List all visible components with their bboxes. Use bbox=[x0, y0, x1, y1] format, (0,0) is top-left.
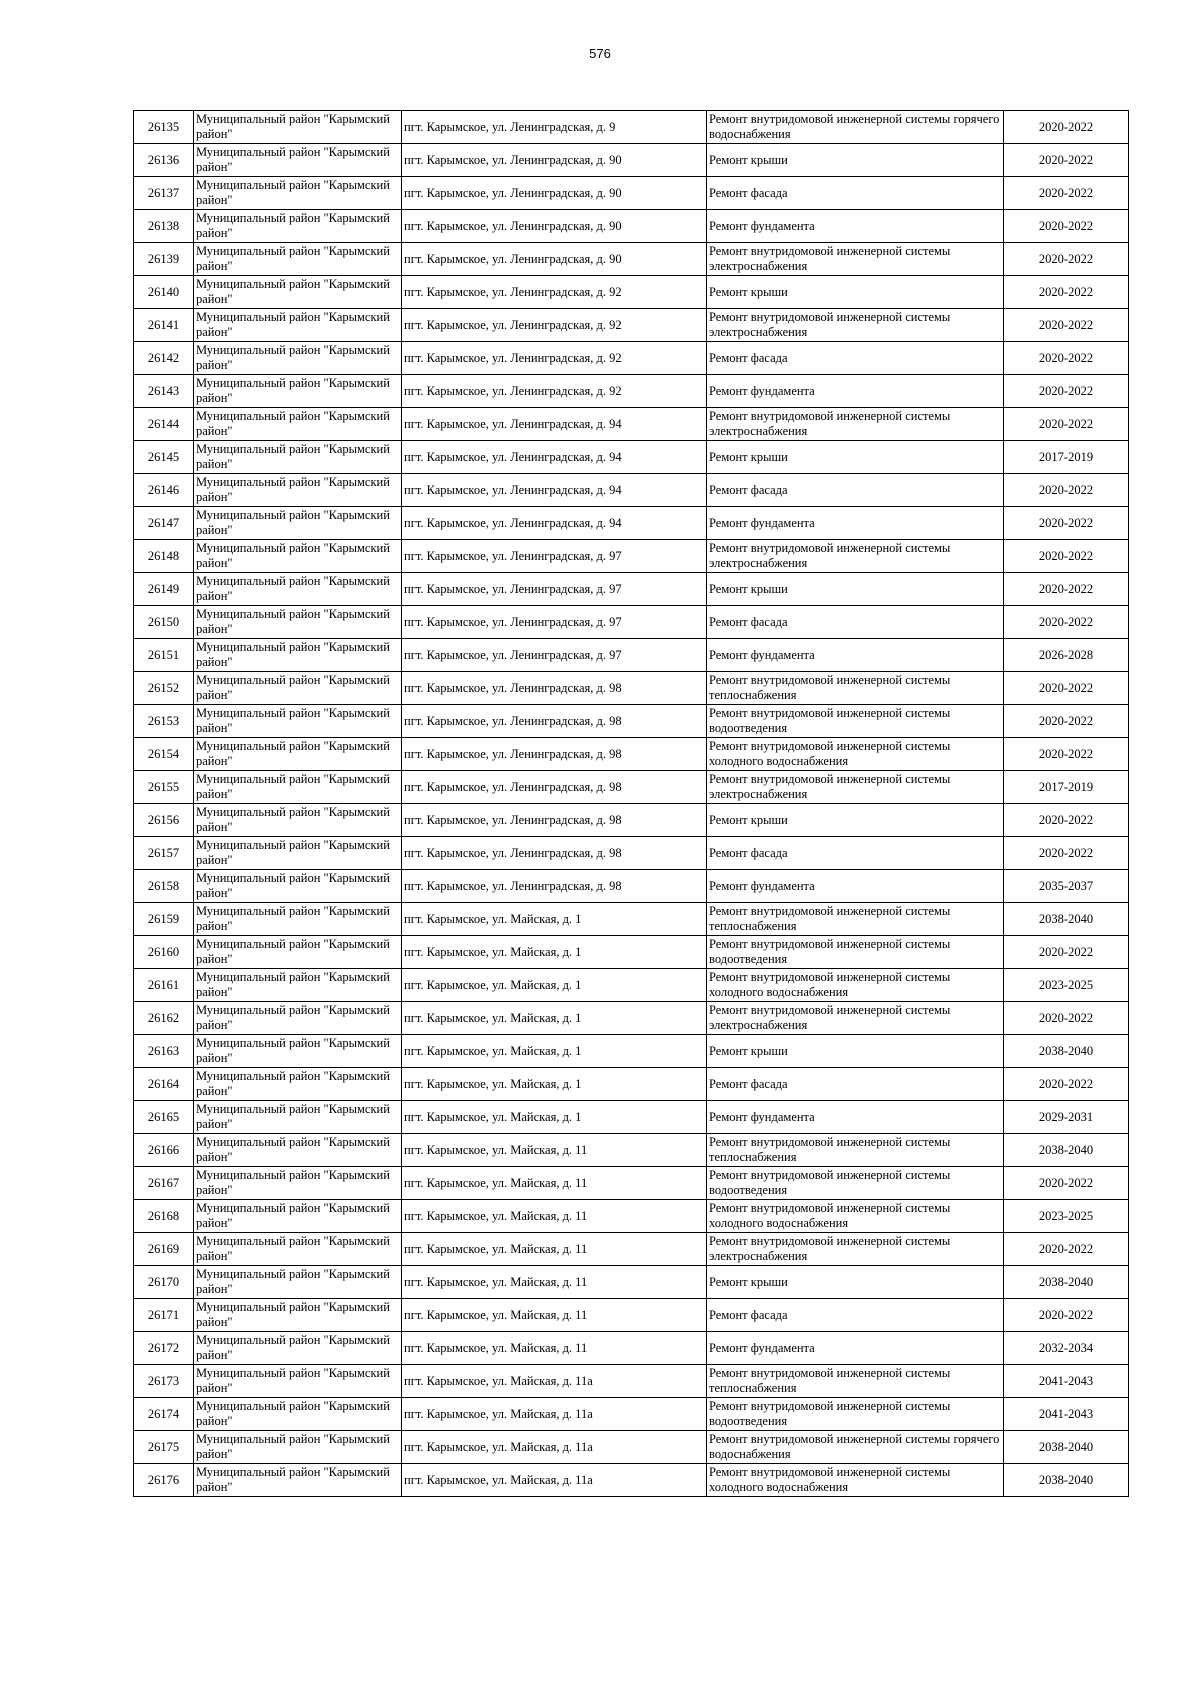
work-type-cell: Ремонт внутридомовой инженерной системы теплоснабжения bbox=[707, 1134, 1004, 1167]
row-number-cell: 26151 bbox=[134, 639, 194, 672]
address-cell: пгт. Карымское, ул. Ленинградская, д. 92 bbox=[402, 309, 707, 342]
period-cell: 2020-2022 bbox=[1004, 1002, 1129, 1035]
period-cell: 2020-2022 bbox=[1004, 507, 1129, 540]
municipality-cell: Муниципальный район "Карымский район" bbox=[194, 705, 402, 738]
period-cell: 2020-2022 bbox=[1004, 804, 1129, 837]
period-cell: 2020-2022 bbox=[1004, 837, 1129, 870]
municipality-cell: Муниципальный район "Карымский район" bbox=[194, 771, 402, 804]
row-number-cell: 26153 bbox=[134, 705, 194, 738]
work-type-cell: Ремонт фасада bbox=[707, 1068, 1004, 1101]
address-cell: пгт. Карымское, ул. Ленинградская, д. 9 bbox=[402, 111, 707, 144]
work-type-cell: Ремонт внутридомовой инженерной системы теплоснабжения bbox=[707, 903, 1004, 936]
period-cell: 2020-2022 bbox=[1004, 177, 1129, 210]
work-type-cell: Ремонт фундамента bbox=[707, 210, 1004, 243]
period-cell: 2020-2022 bbox=[1004, 672, 1129, 705]
address-cell: пгт. Карымское, ул. Майская, д. 11 bbox=[402, 1233, 707, 1266]
table-row bbox=[134, 804, 1129, 837]
table-row bbox=[134, 639, 1129, 672]
work-type-cell: Ремонт фасада bbox=[707, 177, 1004, 210]
row-number-cell: 26161 bbox=[134, 969, 194, 1002]
row-number-cell: 26146 bbox=[134, 474, 194, 507]
period-cell: 2020-2022 bbox=[1004, 738, 1129, 771]
period-cell: 2023-2025 bbox=[1004, 969, 1129, 1002]
work-type-cell: Ремонт фундамента bbox=[707, 1101, 1004, 1134]
row-number-cell: 26164 bbox=[134, 1068, 194, 1101]
address-cell: пгт. Карымское, ул. Майская, д. 11 bbox=[402, 1332, 707, 1365]
municipality-cell: Муниципальный район "Карымский район" bbox=[194, 276, 402, 309]
row-number-cell: 26157 bbox=[134, 837, 194, 870]
row-number-cell: 26141 bbox=[134, 309, 194, 342]
table-row bbox=[134, 375, 1129, 408]
table-row bbox=[134, 1431, 1129, 1464]
table-row bbox=[134, 1068, 1129, 1101]
row-number-cell: 26143 bbox=[134, 375, 194, 408]
address-cell: пгт. Карымское, ул. Майская, д. 1 bbox=[402, 936, 707, 969]
municipality-cell: Муниципальный район "Карымский район" bbox=[194, 1002, 402, 1035]
address-cell: пгт. Карымское, ул. Майская, д. 11 bbox=[402, 1200, 707, 1233]
work-type-cell: Ремонт внутридомовой инженерной системы электроснабжения bbox=[707, 408, 1004, 441]
table-row bbox=[134, 870, 1129, 903]
municipality-cell: Муниципальный район "Карымский район" bbox=[194, 1431, 402, 1464]
table-row bbox=[134, 342, 1129, 375]
address-cell: пгт. Карымское, ул. Ленинградская, д. 90 bbox=[402, 243, 707, 276]
period-cell: 2035-2037 bbox=[1004, 870, 1129, 903]
period-cell: 2020-2022 bbox=[1004, 1068, 1129, 1101]
address-cell: пгт. Карымское, ул. Майская, д. 11а bbox=[402, 1365, 707, 1398]
work-type-cell: Ремонт внутридомовой инженерной системы водоотведения bbox=[707, 1398, 1004, 1431]
municipality-cell: Муниципальный район "Карымский район" bbox=[194, 144, 402, 177]
municipality-cell: Муниципальный район "Карымский район" bbox=[194, 210, 402, 243]
municipality-cell: Муниципальный район "Карымский район" bbox=[194, 738, 402, 771]
address-cell: пгт. Карымское, ул. Ленинградская, д. 97 bbox=[402, 540, 707, 573]
table-row bbox=[134, 1464, 1129, 1497]
work-type-cell: Ремонт внутридомовой инженерной системы электроснабжения bbox=[707, 1002, 1004, 1035]
period-cell: 2020-2022 bbox=[1004, 144, 1129, 177]
work-type-cell: Ремонт крыши bbox=[707, 1035, 1004, 1068]
row-number-cell: 26173 bbox=[134, 1365, 194, 1398]
work-type-cell: Ремонт фундамента bbox=[707, 375, 1004, 408]
municipality-cell: Муниципальный район "Карымский район" bbox=[194, 837, 402, 870]
work-type-cell: Ремонт внутридомовой инженерной системы водоотведения bbox=[707, 705, 1004, 738]
period-cell: 2032-2034 bbox=[1004, 1332, 1129, 1365]
work-type-cell: Ремонт крыши bbox=[707, 573, 1004, 606]
address-cell: пгт. Карымское, ул. Ленинградская, д. 98 bbox=[402, 804, 707, 837]
row-number-cell: 26139 bbox=[134, 243, 194, 276]
row-number-cell: 26149 bbox=[134, 573, 194, 606]
row-number-cell: 26169 bbox=[134, 1233, 194, 1266]
table-row bbox=[134, 507, 1129, 540]
municipality-cell: Муниципальный район "Карымский район" bbox=[194, 111, 402, 144]
table-row bbox=[134, 441, 1129, 474]
work-type-cell: Ремонт внутридомовой инженерной системы электроснабжения bbox=[707, 540, 1004, 573]
table-row bbox=[134, 177, 1129, 210]
row-number-cell: 26160 bbox=[134, 936, 194, 969]
municipality-cell: Муниципальный район "Карымский район" bbox=[194, 1464, 402, 1497]
row-number-cell: 26163 bbox=[134, 1035, 194, 1068]
work-type-cell: Ремонт внутридомовой инженерной системы горячего водоснабжения bbox=[707, 111, 1004, 144]
address-cell: пгт. Карымское, ул. Майская, д. 1 bbox=[402, 1035, 707, 1068]
table-row bbox=[134, 1002, 1129, 1035]
table-row bbox=[134, 111, 1129, 144]
row-number-cell: 26148 bbox=[134, 540, 194, 573]
period-cell: 2029-2031 bbox=[1004, 1101, 1129, 1134]
municipality-cell: Муниципальный район "Карымский район" bbox=[194, 804, 402, 837]
work-type-cell: Ремонт крыши bbox=[707, 1266, 1004, 1299]
address-cell: пгт. Карымское, ул. Ленинградская, д. 98 bbox=[402, 672, 707, 705]
work-type-cell: Ремонт крыши bbox=[707, 276, 1004, 309]
row-number-cell: 26144 bbox=[134, 408, 194, 441]
row-number-cell: 26155 bbox=[134, 771, 194, 804]
repair-schedule-table bbox=[133, 110, 1129, 1497]
municipality-cell: Муниципальный район "Карымский район" bbox=[194, 375, 402, 408]
municipality-cell: Муниципальный район "Карымский район" bbox=[194, 870, 402, 903]
address-cell: пгт. Карымское, ул. Ленинградская, д. 94 bbox=[402, 474, 707, 507]
row-number-cell: 26136 bbox=[134, 144, 194, 177]
period-cell: 2020-2022 bbox=[1004, 111, 1129, 144]
table-row bbox=[134, 969, 1129, 1002]
row-number-cell: 26154 bbox=[134, 738, 194, 771]
municipality-cell: Муниципальный район "Карымский район" bbox=[194, 1101, 402, 1134]
table-row bbox=[134, 1200, 1129, 1233]
address-cell: пгт. Карымское, ул. Майская, д. 11а bbox=[402, 1398, 707, 1431]
period-cell: 2041-2043 bbox=[1004, 1398, 1129, 1431]
municipality-cell: Муниципальный район "Карымский район" bbox=[194, 540, 402, 573]
work-type-cell: Ремонт внутридомовой инженерной системы водоотведения bbox=[707, 936, 1004, 969]
row-number-cell: 26165 bbox=[134, 1101, 194, 1134]
municipality-cell: Муниципальный район "Карымский район" bbox=[194, 936, 402, 969]
address-cell: пгт. Карымское, ул. Ленинградская, д. 98 bbox=[402, 837, 707, 870]
period-cell: 2038-2040 bbox=[1004, 1035, 1129, 1068]
municipality-cell: Муниципальный район "Карымский район" bbox=[194, 243, 402, 276]
period-cell: 2020-2022 bbox=[1004, 210, 1129, 243]
row-number-cell: 26142 bbox=[134, 342, 194, 375]
row-number-cell: 26138 bbox=[134, 210, 194, 243]
period-cell: 2026-2028 bbox=[1004, 639, 1129, 672]
municipality-cell: Муниципальный район "Карымский район" bbox=[194, 1398, 402, 1431]
table-row bbox=[134, 1332, 1129, 1365]
work-type-cell: Ремонт фундамента bbox=[707, 639, 1004, 672]
row-number-cell: 26170 bbox=[134, 1266, 194, 1299]
municipality-cell: Муниципальный район "Карымский район" bbox=[194, 969, 402, 1002]
work-type-cell: Ремонт фундамента bbox=[707, 507, 1004, 540]
work-type-cell: Ремонт внутридомовой инженерной системы электроснабжения bbox=[707, 243, 1004, 276]
period-cell: 2020-2022 bbox=[1004, 474, 1129, 507]
municipality-cell: Муниципальный район "Карымский район" bbox=[194, 474, 402, 507]
period-cell: 2041-2043 bbox=[1004, 1365, 1129, 1398]
period-cell: 2020-2022 bbox=[1004, 705, 1129, 738]
period-cell: 2020-2022 bbox=[1004, 375, 1129, 408]
row-number-cell: 26135 bbox=[134, 111, 194, 144]
row-number-cell: 26150 bbox=[134, 606, 194, 639]
address-cell: пгт. Карымское, ул. Майская, д. 11 bbox=[402, 1134, 707, 1167]
row-number-cell: 26168 bbox=[134, 1200, 194, 1233]
address-cell: пгт. Карымское, ул. Ленинградская, д. 90 bbox=[402, 210, 707, 243]
row-number-cell: 26137 bbox=[134, 177, 194, 210]
address-cell: пгт. Карымское, ул. Майская, д. 1 bbox=[402, 1101, 707, 1134]
table-row bbox=[134, 606, 1129, 639]
period-cell: 2020-2022 bbox=[1004, 309, 1129, 342]
table-row bbox=[134, 408, 1129, 441]
period-cell: 2020-2022 bbox=[1004, 342, 1129, 375]
table-row bbox=[134, 144, 1129, 177]
period-cell: 2020-2022 bbox=[1004, 276, 1129, 309]
row-number-cell: 26162 bbox=[134, 1002, 194, 1035]
table-row bbox=[134, 771, 1129, 804]
period-cell: 2020-2022 bbox=[1004, 606, 1129, 639]
address-cell: пгт. Карымское, ул. Майская, д. 11а bbox=[402, 1464, 707, 1497]
work-type-cell: Ремонт фасада bbox=[707, 837, 1004, 870]
municipality-cell: Муниципальный район "Карымский район" bbox=[194, 1332, 402, 1365]
period-cell: 2038-2040 bbox=[1004, 903, 1129, 936]
municipality-cell: Муниципальный район "Карымский район" bbox=[194, 309, 402, 342]
row-number-cell: 26175 bbox=[134, 1431, 194, 1464]
address-cell: пгт. Карымское, ул. Ленинградская, д. 97 bbox=[402, 639, 707, 672]
period-cell: 2020-2022 bbox=[1004, 1233, 1129, 1266]
table-row bbox=[134, 672, 1129, 705]
page-number: 576 bbox=[589, 46, 611, 61]
work-type-cell: Ремонт внутридомовой инженерной системы горячего водоснабжения bbox=[707, 1431, 1004, 1464]
period-cell: 2020-2022 bbox=[1004, 1167, 1129, 1200]
work-type-cell: Ремонт внутридомовой инженерной системы водоотведения bbox=[707, 1167, 1004, 1200]
period-cell: 2023-2025 bbox=[1004, 1200, 1129, 1233]
table-row bbox=[134, 1101, 1129, 1134]
address-cell: пгт. Карымское, ул. Майская, д. 1 bbox=[402, 903, 707, 936]
table-row bbox=[134, 243, 1129, 276]
table-row bbox=[134, 540, 1129, 573]
municipality-cell: Муниципальный район "Карымский район" bbox=[194, 1266, 402, 1299]
address-cell: пгт. Карымское, ул. Майская, д. 11 bbox=[402, 1167, 707, 1200]
table-row bbox=[134, 1398, 1129, 1431]
row-number-cell: 26140 bbox=[134, 276, 194, 309]
municipality-cell: Муниципальный район "Карымский район" bbox=[194, 1365, 402, 1398]
table-row bbox=[134, 1035, 1129, 1068]
address-cell: пгт. Карымское, ул. Майская, д. 11а bbox=[402, 1431, 707, 1464]
address-cell: пгт. Карымское, ул. Ленинградская, д. 98 bbox=[402, 771, 707, 804]
row-number-cell: 26145 bbox=[134, 441, 194, 474]
table-row bbox=[134, 903, 1129, 936]
row-number-cell: 26176 bbox=[134, 1464, 194, 1497]
row-number-cell: 26174 bbox=[134, 1398, 194, 1431]
row-number-cell: 26159 bbox=[134, 903, 194, 936]
table-row bbox=[134, 1134, 1129, 1167]
address-cell: пгт. Карымское, ул. Ленинградская, д. 98 bbox=[402, 738, 707, 771]
table-row bbox=[134, 1299, 1129, 1332]
table-row bbox=[134, 573, 1129, 606]
address-cell: пгт. Карымское, ул. Ленинградская, д. 92 bbox=[402, 375, 707, 408]
table-row bbox=[134, 705, 1129, 738]
address-cell: пгт. Карымское, ул. Ленинградская, д. 90 bbox=[402, 144, 707, 177]
municipality-cell: Муниципальный район "Карымский район" bbox=[194, 606, 402, 639]
municipality-cell: Муниципальный район "Карымский район" bbox=[194, 1233, 402, 1266]
period-cell: 2020-2022 bbox=[1004, 936, 1129, 969]
municipality-cell: Муниципальный район "Карымский район" bbox=[194, 507, 402, 540]
row-number-cell: 26156 bbox=[134, 804, 194, 837]
period-cell: 2038-2040 bbox=[1004, 1431, 1129, 1464]
work-type-cell: Ремонт фасада bbox=[707, 1299, 1004, 1332]
work-type-cell: Ремонт крыши bbox=[707, 441, 1004, 474]
table-row bbox=[134, 1167, 1129, 1200]
table-body bbox=[134, 111, 1129, 1497]
work-type-cell: Ремонт крыши bbox=[707, 804, 1004, 837]
table-row bbox=[134, 1266, 1129, 1299]
period-cell: 2020-2022 bbox=[1004, 540, 1129, 573]
period-cell: 2020-2022 bbox=[1004, 408, 1129, 441]
municipality-cell: Муниципальный район "Карымский район" bbox=[194, 441, 402, 474]
municipality-cell: Муниципальный район "Карымский район" bbox=[194, 1035, 402, 1068]
address-cell: пгт. Карымское, ул. Майская, д. 11 bbox=[402, 1266, 707, 1299]
municipality-cell: Муниципальный район "Карымский район" bbox=[194, 1200, 402, 1233]
work-type-cell: Ремонт фасада bbox=[707, 474, 1004, 507]
table-row bbox=[134, 837, 1129, 870]
row-number-cell: 26167 bbox=[134, 1167, 194, 1200]
table-row bbox=[134, 738, 1129, 771]
table-row bbox=[134, 1233, 1129, 1266]
address-cell: пгт. Карымское, ул. Ленинградская, д. 98 bbox=[402, 705, 707, 738]
table-row bbox=[134, 474, 1129, 507]
address-cell: пгт. Карымское, ул. Ленинградская, д. 92 bbox=[402, 342, 707, 375]
municipality-cell: Муниципальный район "Карымский район" bbox=[194, 1299, 402, 1332]
municipality-cell: Муниципальный район "Карымский район" bbox=[194, 177, 402, 210]
address-cell: пгт. Карымское, ул. Ленинградская, д. 90 bbox=[402, 177, 707, 210]
work-type-cell: Ремонт внутридомовой инженерной системы теплоснабжения bbox=[707, 1365, 1004, 1398]
address-cell: пгт. Карымское, ул. Майская, д. 11 bbox=[402, 1299, 707, 1332]
address-cell: пгт. Карымское, ул. Ленинградская, д. 94 bbox=[402, 441, 707, 474]
period-cell: 2038-2040 bbox=[1004, 1134, 1129, 1167]
work-type-cell: Ремонт фасада bbox=[707, 342, 1004, 375]
row-number-cell: 26166 bbox=[134, 1134, 194, 1167]
period-cell: 2020-2022 bbox=[1004, 573, 1129, 606]
address-cell: пгт. Карымское, ул. Ленинградская, д. 94 bbox=[402, 507, 707, 540]
municipality-cell: Муниципальный район "Карымский район" bbox=[194, 639, 402, 672]
address-cell: пгт. Карымское, ул. Майская, д. 1 bbox=[402, 1002, 707, 1035]
municipality-cell: Муниципальный район "Карымский район" bbox=[194, 573, 402, 606]
address-cell: пгт. Карымское, ул. Ленинградская, д. 94 bbox=[402, 408, 707, 441]
work-type-cell: Ремонт фундамента bbox=[707, 870, 1004, 903]
address-cell: пгт. Карымское, ул. Ленинградская, д. 92 bbox=[402, 276, 707, 309]
period-cell: 2038-2040 bbox=[1004, 1464, 1129, 1497]
work-type-cell: Ремонт внутридомовой инженерной системы теплоснабжения bbox=[707, 672, 1004, 705]
work-type-cell: Ремонт внутридомовой инженерной системы электроснабжения bbox=[707, 1233, 1004, 1266]
work-type-cell: Ремонт крыши bbox=[707, 144, 1004, 177]
work-type-cell: Ремонт внутридомовой инженерной системы холодного водоснабжения bbox=[707, 1464, 1004, 1497]
row-number-cell: 26171 bbox=[134, 1299, 194, 1332]
work-type-cell: Ремонт внутридомовой инженерной системы холодного водоснабжения bbox=[707, 969, 1004, 1002]
row-number-cell: 26172 bbox=[134, 1332, 194, 1365]
municipality-cell: Муниципальный район "Карымский район" bbox=[194, 1134, 402, 1167]
work-type-cell: Ремонт внутридомовой инженерной системы холодного водоснабжения bbox=[707, 1200, 1004, 1233]
address-cell: пгт. Карымское, ул. Ленинградская, д. 97 bbox=[402, 573, 707, 606]
work-type-cell: Ремонт фасада bbox=[707, 606, 1004, 639]
work-type-cell: Ремонт внутридомовой инженерной системы электроснабжения bbox=[707, 771, 1004, 804]
address-cell: пгт. Карымское, ул. Ленинградская, д. 97 bbox=[402, 606, 707, 639]
row-number-cell: 26152 bbox=[134, 672, 194, 705]
work-type-cell: Ремонт фундамента bbox=[707, 1332, 1004, 1365]
table-row bbox=[134, 309, 1129, 342]
municipality-cell: Муниципальный район "Карымский район" bbox=[194, 1068, 402, 1101]
period-cell: 2038-2040 bbox=[1004, 1266, 1129, 1299]
work-type-cell: Ремонт внутридомовой инженерной системы электроснабжения bbox=[707, 309, 1004, 342]
period-cell: 2017-2019 bbox=[1004, 771, 1129, 804]
period-cell: 2020-2022 bbox=[1004, 1299, 1129, 1332]
municipality-cell: Муниципальный район "Карымский район" bbox=[194, 342, 402, 375]
row-number-cell: 26158 bbox=[134, 870, 194, 903]
municipality-cell: Муниципальный район "Карымский район" bbox=[194, 672, 402, 705]
table-row bbox=[134, 1365, 1129, 1398]
table-row bbox=[134, 936, 1129, 969]
table-row bbox=[134, 210, 1129, 243]
municipality-cell: Муниципальный район "Карымский район" bbox=[194, 903, 402, 936]
address-cell: пгт. Карымское, ул. Ленинградская, д. 98 bbox=[402, 870, 707, 903]
municipality-cell: Муниципальный район "Карымский район" bbox=[194, 1167, 402, 1200]
period-cell: 2017-2019 bbox=[1004, 441, 1129, 474]
table-row bbox=[134, 276, 1129, 309]
address-cell: пгт. Карымское, ул. Майская, д. 1 bbox=[402, 969, 707, 1002]
address-cell: пгт. Карымское, ул. Майская, д. 1 bbox=[402, 1068, 707, 1101]
work-type-cell: Ремонт внутридомовой инженерной системы холодного водоснабжения bbox=[707, 738, 1004, 771]
row-number-cell: 26147 bbox=[134, 507, 194, 540]
period-cell: 2020-2022 bbox=[1004, 243, 1129, 276]
municipality-cell: Муниципальный район "Карымский район" bbox=[194, 408, 402, 441]
